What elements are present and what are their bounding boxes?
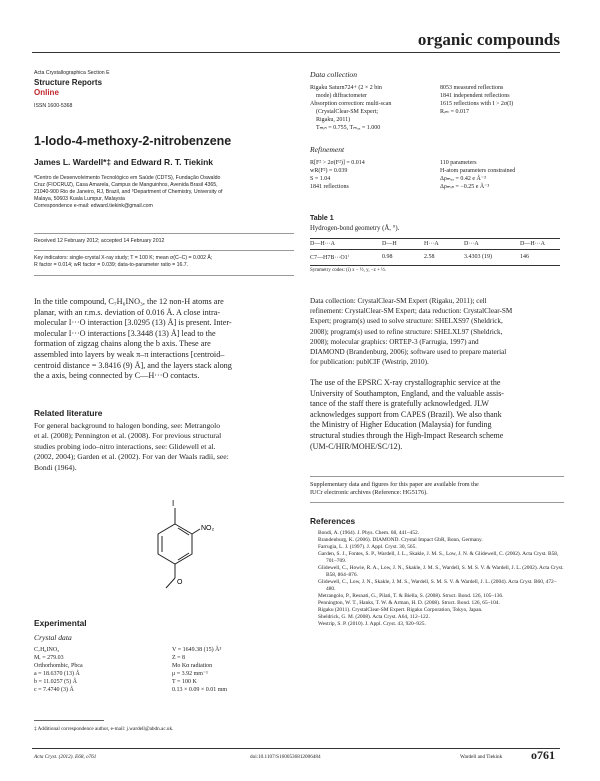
footer-citation: Acta Cryst. (2012). E68, o761 [34,754,97,760]
footer-rule [32,748,560,749]
crystal-data-item: 0.13 × 0.09 × 0.01 mm [172,687,228,693]
abstract-line: planar, with an r.m.s. deviation of 0.016 Å. A close intra- [34,307,221,317]
reference-item: Westrip, S. P. (2010). J. Appl. Cryst. 43, 920–925. [318,621,426,627]
related-line: (2002, 2004); Garden et al. (2002). For van der Waals radii, see: [34,452,229,462]
data-collection-item: 1841 independent reflections [440,93,510,99]
hydrogen-bond-table [310,238,560,273]
header-rule [32,52,560,53]
table-header-cell: D···A [464,241,479,247]
crystal-data-item: c = 7.4740 (3) Å [34,687,74,693]
footer-doi: doi:10.1107/S1600536812006484 [250,754,321,760]
related-line: studies probing iodo–nitro interactions, see: Glidewell et al. [34,441,216,451]
software-line: for publication: publCIF (Westrip, 2010). [310,358,429,367]
ack-line: structural studies through the High-Impact Research scheme [310,430,504,440]
paper-title: 1-Iodo-4-methoxy-2-nitrobenzene [34,134,232,148]
series-name: Structure Reports [34,78,103,87]
table-header-cell: H···A [424,241,439,247]
software-line: 2008); molecular graphics: ORTEP-3 (Farrugia, 1997) and [310,337,479,346]
software-line: refinement: CrystalClear-SM Expert; data reduction: CrystalClear-SM [310,307,513,316]
correspondence-email: Correspondence e-mail: edward.tiekink@gmail.com [34,203,153,209]
ack-line: acknowledges support from CAPES (Brazil). We also thank [310,409,502,419]
experimental-heading: Experimental [34,618,87,628]
refinement-right [440,159,515,191]
key-indicators-line: R factor = 0.014; wR factor = 0.039; data-to-parameter ratio = 16.7. [34,262,189,268]
crystal-data-item: T = 100 K [172,679,197,685]
reference-item: Glidewell, C., Low, J. N., Skakle, J. M. S., Wardell, S. M. S. V. & Wardell, J. L. (2004). Acta Cryst. B60, 472–480. [318,579,557,592]
ack-line: The use of the EPSRC X-ray crystallographic service at the [310,378,501,387]
table-header-cell: D—H···A [310,241,335,247]
software-line: DIAMOND (Brandenburg, 2006); software used to prepare material [310,348,507,357]
reference-item: Bondi, A. (1964). J. Phys. Chem. 68, 441–452. [318,530,420,536]
supplementary-line: Supplementary data and figures for this paper are available from the [310,481,479,488]
table-cell: 2.58 [424,254,435,260]
crystal-data-item: a = 18.6370 (13) Å [34,671,80,677]
abstract [34,297,296,382]
footnote: ‡ Additional correspondence author, e-mail: j.wardell@abdn.ac.uk. [34,726,174,732]
abstract-line: molecular I···O interaction [3.0295 (13) Å] is present. Inter- [34,318,232,328]
nitro-label: NO₂ [201,525,215,532]
affiliation-line: Cruz (FIOCRUZ), Casa Amarela, Campus de Manguinhos, Avenida Brasil 4365, [34,182,218,188]
data-collection-left [310,84,391,132]
abstract-line: formation of zigzag chains along the b axis. These are [34,339,211,349]
key-indicators-line: Key indicators: single-crystal X-ray study; T = 100 K; mean σ(C–C) = 0.002 Å; [34,255,213,261]
data-collection-item: 1615 reflections with I > 2σ(I) [440,101,514,107]
crystal-data-item: Mo Kα radiation [172,663,213,669]
data-collection-item: mode) diffractometer [316,93,368,99]
table-cell: 146 [520,254,529,260]
table-symmetry-codes: Symmetry codes: (i) x − ½, y, −z + ½. [310,268,387,273]
refinement-item: Δρₘₐₓ = 0.42 e Å⁻³ [440,176,486,182]
abstract-line: molecular I···O interactions [3.3448 (13) Å] lead to the [34,328,216,338]
benzene-ring [158,524,192,564]
data-collection-item: Rigaku Saturn724+ (2 × 2 bin [310,85,382,91]
methoxy-o-label: O [177,579,183,586]
affiliation-line: Malaya, 50603 Kuala Lumpur, Malaysia [34,196,125,202]
table-row [310,250,560,266]
data-collection-right [440,84,513,116]
reference-item: Sheldrick, G. M. (2008). Acta Cryst. A64, 112–122. [318,614,430,620]
crystal-data-right [172,646,227,694]
crystal-data-item: Orthorhombic, Pbca [34,663,83,669]
abstract-line: the a axis, being connected by C—H···O contacts. [34,371,200,381]
table-header-row [310,238,560,250]
related-line: For general background to halogen bonding, see: Metrangolo [34,421,220,430]
software-paragraph [310,296,562,367]
reference-item: Pennington, W. T., Hanks, T. W. & Arman, H. D. (2008). Struct. Bond. 126, 65–104. [318,600,500,606]
crystal-data-item: Z = 8 [172,655,186,661]
refinement-item: wR(F²) = 0.039 [310,168,348,174]
page-number: o761 [531,748,555,762]
refinement-item: 110 parameters [440,160,477,166]
table1-label: Table 1 [310,215,334,222]
divider [310,502,564,503]
crystal-data-item: Mᵣ = 279.03 [34,655,64,661]
crystal-data-item: V = 1649.38 (15) Å³ [172,647,222,653]
crystal-data-left [34,646,83,694]
software-line: Expert; program(s) used to solve structure: SHELXS97 (Sheldrick, [310,317,503,326]
issn: ISSN 1600-5368 [34,103,73,109]
affiliations [34,175,304,210]
divider [34,250,294,251]
refinement-item: Δρₘᵢₙ = −0.25 e Å⁻³ [440,184,490,190]
abstract-line: assembled into layers by weak π–π interactions [centroid– [34,349,225,359]
data-collection-item: (CrystalClear-SM Expert; [316,109,379,115]
authors: James L. Wardell*‡ and Edward R. T. Tiekink [34,157,214,167]
software-line: 2008); program(s) used to refine structure: SHELXL97 (Sheldrick, [310,327,503,336]
divider [310,476,564,477]
refinement-item: 1841 reflections [310,184,349,190]
crystal-data-heading: Crystal data [34,633,72,642]
data-collection-item: 8053 measured reflections [440,85,504,91]
refinement-item: R[F² > 2σ(F²)] = 0.014 [310,160,365,166]
reference-item: Glidewell, C., Howie, R. A., Low, J. N., Skakle, J. M. S., Wardell, S. M. S. V. & Wardell, J. L. (2002). Acta Cryst. B58, 864–876. [318,565,564,578]
journal-section-title: organic compounds [417,30,560,49]
online-label: Online [34,88,59,97]
crystal-data-item: b = 11.0257 (5) Å [34,679,77,685]
reference-item: Metrangolo, P., Resnati, G., Pilati, T. & Biella, S. (2008). Struct. Bond. 126, 105–136. [318,593,504,599]
ack-line: the Ministry of Higher Education (Malaysia) for funding [310,420,492,430]
refinement-item: H-atom parameters constrained [440,168,516,174]
related-literature-heading: Related literature [34,408,103,418]
iodine-label: I [172,499,175,508]
abstract-line: centroid distance = 3.8416 (9) Å], and the layers stack along [34,360,232,370]
acknowledgements [310,378,564,452]
reference-item: Rigaku (2011). CrystalClear-SM Expert. Rigaku Corporation, Tokyo, Japan. [318,607,483,613]
crystal-data-item: μ = 3.92 mm⁻¹ [172,671,208,677]
table-cell: C7—H7B···O1ⁱ [310,255,349,261]
ack-line: (UM-C/HIR/MOHE/SC/12). [310,441,403,451]
data-collection-item: Rigaku, 2011) [316,117,351,123]
data-collection-item: Absorption correction: multi-scan [310,101,392,107]
o-ch3-bond [166,578,175,588]
reference-item: Farrugia, L. J. (1997). J. Appl. Cryst. 30, 565. [318,544,417,550]
software-line: Data collection: CrystalClear-SM Expert (Rigaku, 2011); cell [310,297,487,305]
supplementary-note [310,481,479,498]
ack-line: University of Southampton, England, and the valuable assis- [310,388,504,398]
refinement-left [310,159,365,191]
table1-caption: Hydrogen-bond geometry (Å, °). [310,225,400,232]
c-n-bond [192,529,200,534]
related-literature-text [34,421,296,473]
data-collection-item: Rᵢₙₜ = 0.017 [440,109,470,115]
abstract-line: In the title compound, C₇H₆INO₃, the 12 non-H atoms are [34,297,224,306]
affiliation-line: ªCentro de Desenvolvimento Tecnológico em Saúde (CDTS), Fundação Oswaldo [34,175,221,181]
divider [34,275,294,276]
divider [34,233,294,234]
crystal-data-item: C₇H₆INO₃ [34,647,60,653]
references-list [318,530,564,628]
table-header-cell: D—H···A [520,241,545,247]
reference-item: Garden, S. J., Fontes, S. P., Wardell, J. L., Skakle, J. M. S., Low, J. N. & Glidewell, C. (2002). Acta Cryst. B58, 701–709. [318,551,559,564]
table-cell: 3.4303 (19) [464,254,492,260]
affiliation-line: 21040-900 Rio de Janeiro, RJ, Brazil, and ᵇDepartment of Chemistry, University of [34,189,223,195]
related-line: et al. (2008); Pennington et al. (2008). For previous structural [34,431,222,441]
ack-line: tance of the staff there is gratefully acknowledged. JLW [310,399,489,409]
footer-authors: Wardell and Tiekink [460,754,503,760]
table-header-cell: D—H [382,241,397,247]
data-collection-item: Tₘᵢₙ = 0.755, Tₘₐₓ = 1.000 [316,125,381,131]
journal-name: Acta Crystallographica Section E [34,70,110,76]
references-heading: References [310,516,356,526]
footnote-rule [34,720,104,721]
refinement-item: S = 1.04 [310,176,331,182]
key-indicators [34,255,304,269]
received-date: Received 12 February 2012; accepted 14 February 2012 [34,238,165,244]
refinement-heading: Refinement [310,145,345,154]
related-line: Bondi (1964). [34,462,77,472]
chemical-structure-diagram [150,492,230,602]
supplementary-line: IUCr electronic archives (Reference: HG5176). [310,489,428,497]
reference-item: Brandenburg, K. (2006). DIAMOND. Crystal Impact GbR, Bonn, Germany. [318,537,483,543]
data-collection-heading: Data collection [310,70,358,79]
table-cell: 0.98 [382,254,393,260]
